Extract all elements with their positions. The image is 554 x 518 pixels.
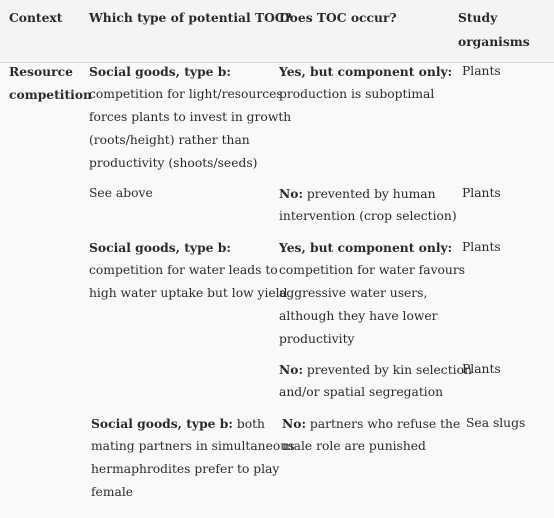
row3-occurs-line: aggressive water users,	[279, 286, 428, 300]
header-study-organisms-line1: Study	[458, 10, 498, 25]
row5-occurs-line2: male role are punished	[282, 439, 426, 453]
header-toc-occurs: Does TOC occur?	[279, 10, 397, 25]
row5-type-line: hermaphrodites prefer to play	[91, 462, 280, 476]
row1-occurs-bold: Yes, but component only:	[279, 64, 453, 79]
row4-organisms: Plants	[462, 362, 501, 376]
row4-occurs-bold: No:	[279, 362, 303, 377]
row3-type-bold: Social goods, type b:	[89, 240, 231, 255]
row3-occurs-line: although they have lower	[279, 309, 438, 323]
row1-type-bold: Social goods, type b:	[89, 64, 231, 79]
row5-type-line: mating partners in simultaneous	[91, 439, 295, 453]
row2-occurs-line2: intervention (crop selection)	[279, 209, 457, 223]
row3-organisms: Plants	[462, 240, 501, 254]
row5-type-bold: Social goods, type b:	[91, 416, 233, 431]
row1-type-line: competition for light/resources	[89, 87, 283, 101]
row1-type-line: (roots/height) rather than	[89, 133, 250, 147]
row2-organisms: Plants	[462, 186, 501, 200]
row3-occurs-line: productivity	[279, 332, 355, 346]
row4-occurs-rest: prevented by kin selection	[302, 363, 472, 377]
row5-occurs-line1	[282, 412, 460, 436]
row2-type-text: See above	[89, 186, 153, 200]
row3-occurs-bold: Yes, but component only:	[279, 240, 453, 255]
row1-type-line: productivity (shoots/seeds)	[89, 156, 258, 170]
row3-type-line: high water uptake but low yield	[89, 286, 288, 300]
row5-type-line: female	[91, 485, 134, 499]
row5-organisms: Sea slugs	[466, 416, 526, 430]
row1-context-line2: competition	[9, 87, 92, 102]
row1-context-line1: Resource	[9, 64, 73, 79]
row3-occurs-line: competition for water favours	[279, 263, 466, 277]
row2-occurs-bold: No:	[279, 186, 303, 201]
row3-type-line: competition for water leads to	[89, 263, 278, 277]
row4-occurs-line1	[279, 358, 472, 382]
row2-occurs-rest: prevented by human	[302, 187, 436, 201]
row1-occurs-line: production is suboptimal	[279, 87, 435, 101]
row5-type-line1	[91, 412, 265, 436]
row1-organisms: Plants	[462, 64, 501, 78]
row5-occurs-bold: No:	[282, 416, 306, 431]
row5-type-rest: both	[232, 417, 265, 431]
header-context: Context	[9, 10, 63, 25]
header-study-organisms-line2: organisms	[458, 34, 530, 49]
row5-occurs-rest: partners who refuse the	[305, 417, 461, 431]
row1-type-line: forces plants to invest in growth	[89, 110, 292, 124]
row2-occurs-line1	[279, 182, 436, 206]
row4-occurs-line2: and/or spatial segregation	[279, 385, 444, 399]
header-toc-type: Which type of potential TOC?	[89, 10, 292, 25]
